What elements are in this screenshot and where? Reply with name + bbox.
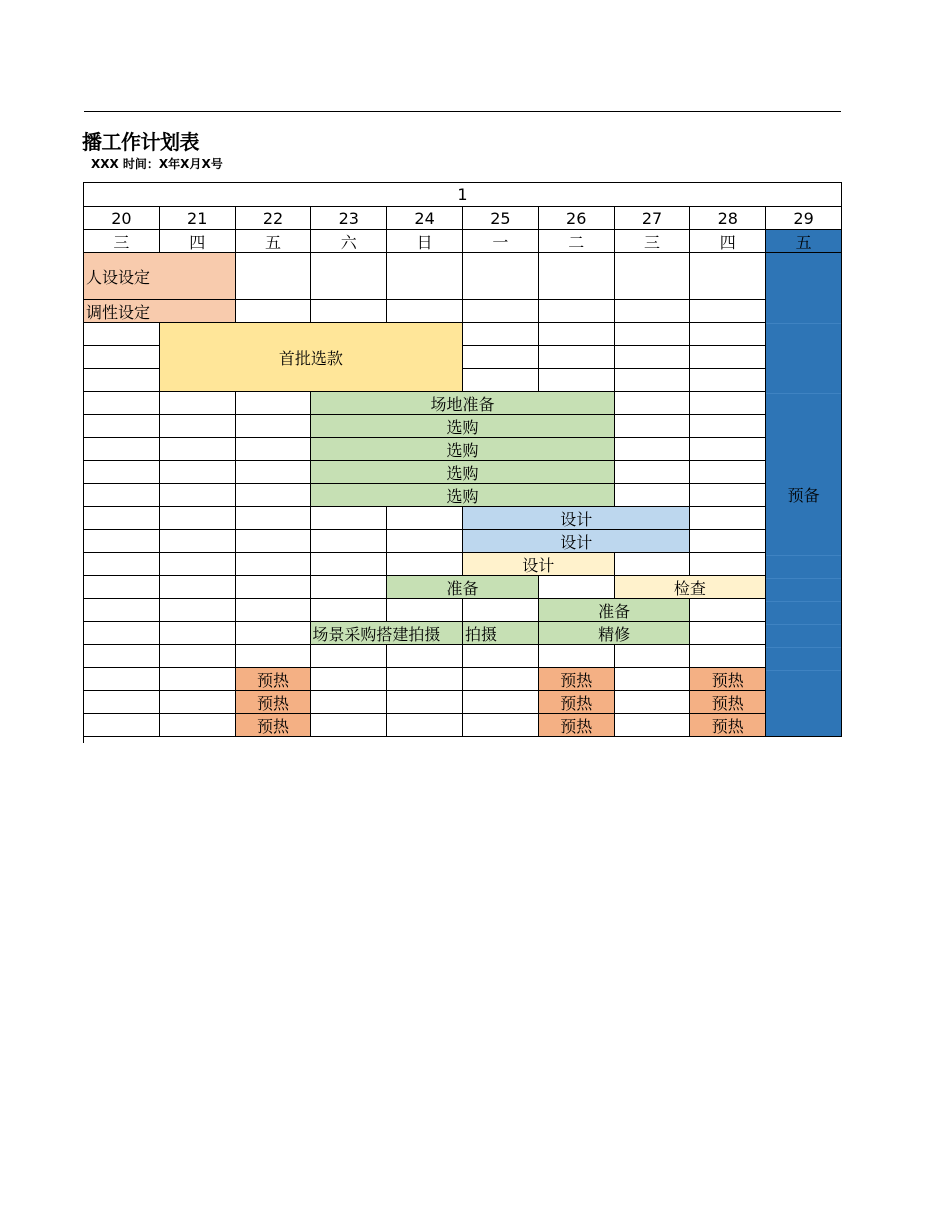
empty-cell[interactable]	[615, 323, 691, 346]
empty-cell[interactable]	[84, 369, 160, 392]
empty-cell[interactable]	[84, 553, 160, 576]
empty-cell[interactable]	[84, 484, 160, 507]
empty-cell[interactable]	[463, 668, 539, 691]
empty-cell[interactable]	[160, 484, 236, 507]
empty-cell[interactable]	[463, 346, 539, 369]
empty-cell[interactable]	[84, 438, 160, 461]
empty-cell[interactable]	[615, 645, 691, 668]
month-header[interactable]: 1	[84, 183, 842, 207]
empty-cell[interactable]	[690, 622, 766, 645]
task-persona[interactable]: 人设设定	[84, 253, 236, 300]
empty-cell[interactable]	[84, 461, 160, 484]
weekday-cell[interactable]: 三	[84, 230, 160, 253]
empty-cell[interactable]	[463, 714, 539, 737]
empty-cell[interactable]	[615, 300, 691, 323]
empty-cell[interactable]	[690, 484, 766, 507]
empty-cell[interactable]	[84, 392, 160, 415]
empty-cell[interactable]	[690, 553, 766, 576]
task-purchase[interactable]: 选购	[311, 484, 614, 507]
empty-cell[interactable]	[311, 530, 387, 553]
empty-cell[interactable]	[387, 553, 463, 576]
empty-cell[interactable]	[236, 622, 312, 645]
weekday-cell[interactable]: 五	[766, 230, 842, 253]
empty-cell[interactable]	[160, 576, 236, 599]
date-cell[interactable]: 29	[766, 207, 842, 230]
date-cell[interactable]: 25	[463, 207, 539, 230]
weekday-cell[interactable]: 五	[236, 230, 312, 253]
date-cell[interactable]: 21	[160, 207, 236, 230]
empty-cell[interactable]	[690, 323, 766, 346]
task-warmup[interactable]: 预热	[539, 714, 615, 737]
reserve-divider	[766, 323, 841, 324]
empty-cell[interactable]	[539, 346, 615, 369]
empty-cell[interactable]	[463, 691, 539, 714]
task-check[interactable]: 检查	[615, 576, 767, 599]
empty-cell[interactable]	[387, 645, 463, 668]
empty-cell[interactable]	[463, 645, 539, 668]
empty-cell[interactable]	[539, 300, 615, 323]
empty-cell[interactable]	[539, 576, 615, 599]
date-cell[interactable]: 20	[84, 207, 160, 230]
empty-cell[interactable]	[387, 530, 463, 553]
empty-cell[interactable]	[311, 691, 387, 714]
empty-cell[interactable]	[84, 599, 160, 622]
empty-cell[interactable]	[463, 300, 539, 323]
empty-cell[interactable]	[311, 668, 387, 691]
empty-cell[interactable]	[387, 599, 463, 622]
empty-cell[interactable]	[311, 599, 387, 622]
task-warmup[interactable]: 预热	[539, 668, 615, 691]
empty-cell[interactable]	[311, 253, 387, 300]
empty-cell[interactable]	[615, 461, 691, 484]
empty-cell[interactable]	[690, 530, 766, 553]
empty-cell[interactable]	[387, 714, 463, 737]
task-purchase[interactable]: 选购	[311, 461, 614, 484]
reserve-block[interactable]	[766, 253, 842, 737]
empty-cell[interactable]	[311, 553, 387, 576]
empty-cell[interactable]	[84, 346, 160, 369]
reserve-divider	[766, 601, 841, 602]
empty-cell[interactable]	[387, 507, 463, 530]
empty-cell[interactable]	[690, 346, 766, 369]
empty-cell[interactable]	[311, 645, 387, 668]
empty-cell[interactable]	[84, 691, 160, 714]
date-cell[interactable]: 24	[387, 207, 463, 230]
empty-cell[interactable]	[387, 300, 463, 323]
empty-cell[interactable]	[236, 530, 312, 553]
empty-cell[interactable]	[84, 323, 160, 346]
task-design[interactable]: 设计	[463, 507, 690, 530]
weekday-cell[interactable]: 日	[387, 230, 463, 253]
empty-cell[interactable]	[615, 668, 691, 691]
empty-cell[interactable]	[160, 622, 236, 645]
empty-cell[interactable]	[615, 392, 691, 415]
date-cell[interactable]: 26	[539, 207, 615, 230]
empty-cell[interactable]	[615, 346, 691, 369]
empty-cell[interactable]	[539, 369, 615, 392]
empty-cell[interactable]	[236, 253, 312, 300]
empty-cell[interactable]	[463, 599, 539, 622]
empty-cell[interactable]	[236, 300, 312, 323]
empty-cell[interactable]	[690, 300, 766, 323]
empty-cell[interactable]	[539, 253, 615, 300]
empty-cell[interactable]	[84, 714, 160, 737]
reserve-divider	[766, 624, 841, 625]
empty-cell[interactable]	[387, 668, 463, 691]
empty-cell[interactable]	[84, 576, 160, 599]
schedule-grid	[83, 182, 842, 743]
empty-cell[interactable]	[690, 461, 766, 484]
task-design[interactable]: 设计	[463, 530, 690, 553]
reserve-label: 预备	[787, 486, 820, 505]
empty-cell[interactable]	[615, 438, 691, 461]
task-first-selection[interactable]: 首批选款	[160, 323, 463, 392]
empty-cell[interactable]	[236, 645, 312, 668]
empty-cell[interactable]	[160, 645, 236, 668]
empty-cell[interactable]	[615, 714, 691, 737]
empty-cell[interactable]	[160, 599, 236, 622]
task-warmup[interactable]: 预热	[236, 668, 312, 691]
task-shoot[interactable]: 拍摄	[463, 622, 539, 645]
empty-cell[interactable]	[236, 461, 312, 484]
page-subtitle: XXX 时间：X年X月X号	[91, 157, 223, 171]
empty-cell[interactable]	[160, 461, 236, 484]
empty-cell[interactable]	[84, 530, 160, 553]
weekday-cell[interactable]: 一	[463, 230, 539, 253]
weekday-cell[interactable]: 六	[311, 230, 387, 253]
empty-cell[interactable]	[615, 691, 691, 714]
empty-cell[interactable]	[160, 714, 236, 737]
empty-cell[interactable]	[236, 507, 312, 530]
empty-cell[interactable]	[311, 576, 387, 599]
empty-cell[interactable]	[311, 300, 387, 323]
empty-cell[interactable]	[160, 507, 236, 530]
date-cell[interactable]: 28	[690, 207, 766, 230]
empty-cell[interactable]	[387, 253, 463, 300]
reserve-divider	[766, 578, 841, 579]
task-venue-prep[interactable]: 场地准备	[311, 392, 614, 415]
task-warmup[interactable]: 预热	[236, 714, 312, 737]
empty-cell[interactable]	[84, 645, 160, 668]
empty-cell[interactable]	[539, 323, 615, 346]
task-warmup[interactable]: 预热	[539, 691, 615, 714]
empty-cell[interactable]	[539, 645, 615, 668]
empty-cell[interactable]	[690, 507, 766, 530]
empty-cell[interactable]	[690, 415, 766, 438]
empty-cell[interactable]	[84, 668, 160, 691]
task-retouch[interactable]: 精修	[539, 622, 691, 645]
empty-cell[interactable]	[311, 507, 387, 530]
empty-cell[interactable]	[160, 438, 236, 461]
empty-cell[interactable]	[690, 599, 766, 622]
empty-cell[interactable]	[160, 691, 236, 714]
empty-cell[interactable]	[236, 484, 312, 507]
empty-cell[interactable]	[84, 415, 160, 438]
empty-cell[interactable]	[690, 438, 766, 461]
task-warmup[interactable]: 预热	[690, 714, 766, 737]
task-warmup[interactable]: 预热	[236, 691, 312, 714]
task-prepare[interactable]: 准备	[387, 576, 539, 599]
empty-cell[interactable]	[160, 553, 236, 576]
task-design-2[interactable]: 设计	[463, 553, 615, 576]
empty-cell[interactable]	[236, 438, 312, 461]
date-cell[interactable]: 22	[236, 207, 312, 230]
empty-cell[interactable]	[236, 576, 312, 599]
empty-cell[interactable]	[615, 553, 691, 576]
empty-cell[interactable]	[615, 415, 691, 438]
empty-cell[interactable]	[160, 392, 236, 415]
empty-cell[interactable]	[463, 323, 539, 346]
reserve-divider	[766, 555, 841, 556]
empty-cell[interactable]	[690, 392, 766, 415]
empty-cell[interactable]	[463, 369, 539, 392]
empty-cell[interactable]	[236, 392, 312, 415]
empty-cell[interactable]	[160, 415, 236, 438]
empty-cell[interactable]	[84, 507, 160, 530]
date-cell[interactable]: 23	[311, 207, 387, 230]
reserve-divider	[766, 393, 841, 394]
header-rule	[84, 111, 841, 112]
weekday-cell[interactable]: 二	[539, 230, 615, 253]
reserve-divider	[766, 647, 841, 648]
empty-cell[interactable]	[690, 253, 766, 300]
empty-cell[interactable]	[160, 530, 236, 553]
weekday-cell[interactable]: 四	[690, 230, 766, 253]
empty-cell[interactable]	[615, 484, 691, 507]
empty-cell[interactable]	[615, 369, 691, 392]
task-purchase[interactable]: 选购	[311, 415, 614, 438]
task-tone[interactable]: 调性设定	[84, 300, 236, 323]
empty-cell[interactable]	[690, 369, 766, 392]
reserve-divider	[766, 670, 841, 671]
weekday-cell[interactable]: 三	[615, 230, 691, 253]
empty-cell[interactable]	[311, 714, 387, 737]
task-warmup[interactable]: 预热	[690, 668, 766, 691]
empty-cell[interactable]	[463, 253, 539, 300]
empty-cell[interactable]	[236, 553, 312, 576]
date-cell[interactable]: 27	[615, 207, 691, 230]
empty-cell[interactable]	[615, 253, 691, 300]
page-title: 播工作计划表	[82, 130, 199, 154]
empty-cell[interactable]	[84, 622, 160, 645]
empty-cell[interactable]	[690, 645, 766, 668]
weekday-cell[interactable]: 四	[160, 230, 236, 253]
task-prepare-2[interactable]: 准备	[539, 599, 691, 622]
task-purchase[interactable]: 选购	[311, 438, 614, 461]
task-warmup[interactable]: 预热	[690, 691, 766, 714]
empty-cell[interactable]	[236, 599, 312, 622]
empty-cell[interactable]	[387, 691, 463, 714]
empty-cell[interactable]	[236, 415, 312, 438]
task-scene-setup[interactable]: 场景采购搭建拍摄	[311, 622, 463, 645]
empty-cell[interactable]	[160, 668, 236, 691]
